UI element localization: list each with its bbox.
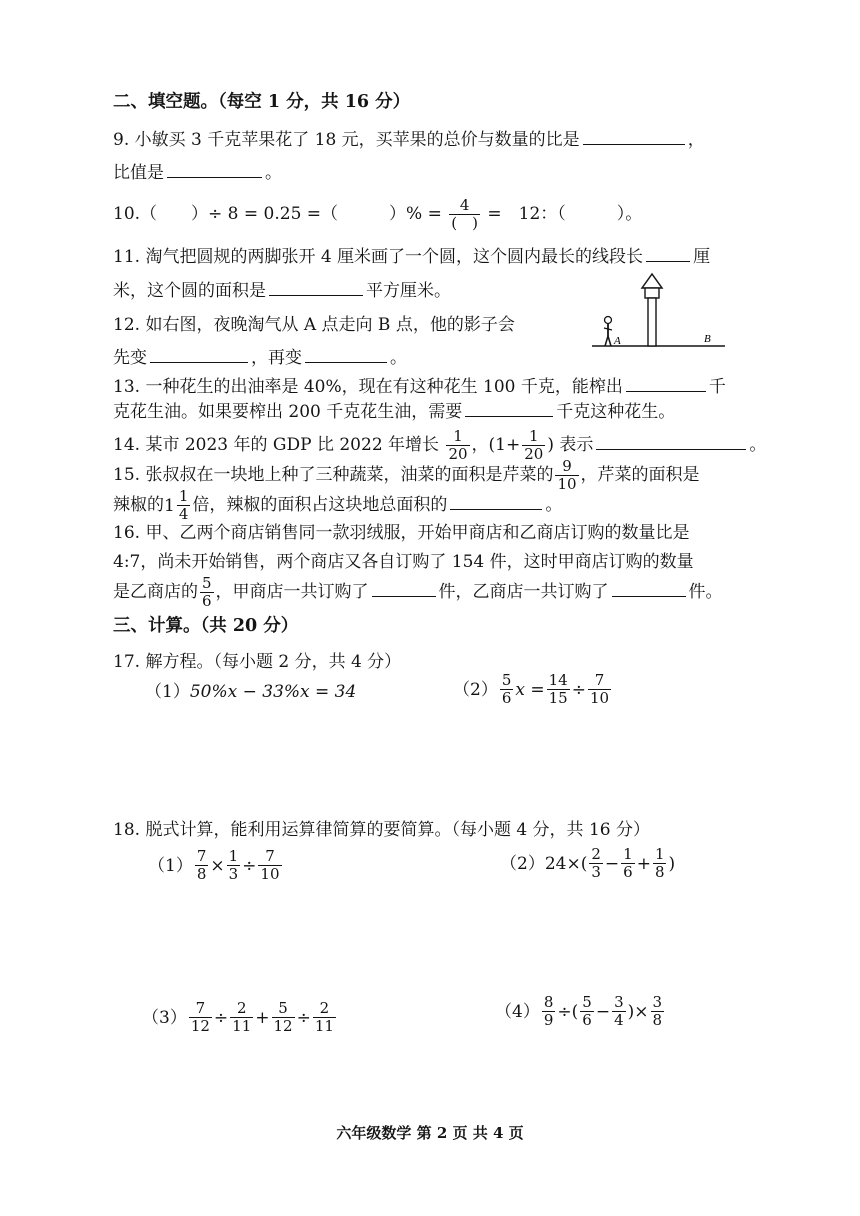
q13-blank-peanut[interactable] <box>465 399 553 417</box>
q18-p3-an: 7 <box>195 999 206 1017</box>
q18-p1-label: （1） <box>148 855 193 876</box>
q18-p3-bd: 11 <box>232 1017 252 1035</box>
q15-mix-frac <box>177 488 191 523</box>
q10-frac-den: ( ) <box>451 214 478 232</box>
q12-blank-first[interactable] <box>150 345 248 363</box>
q18-p1-op2: ÷ <box>242 855 257 876</box>
q18-p1-ad: 8 <box>196 865 207 883</box>
q12-line2b: ，再变 <box>251 348 302 368</box>
q9-end2: 。 <box>265 163 282 183</box>
q18-p4-op2: − <box>595 1001 611 1022</box>
q17-p2-op: ÷ <box>571 679 586 700</box>
q17-f3d: 10 <box>589 689 610 707</box>
q18-p4-bd: 6 <box>582 1011 592 1029</box>
q17-f2n: 14 <box>548 671 568 689</box>
q18-p3-a <box>189 1000 212 1035</box>
q17-p2-frac3 <box>588 672 611 707</box>
question-15-line2 <box>113 488 562 523</box>
q18-p2-bd: 6 <box>623 863 633 881</box>
q17-f2d: 15 <box>548 689 568 707</box>
lamp-shade <box>642 274 662 288</box>
q18-p4-c <box>612 994 626 1029</box>
q17-f3n: 7 <box>594 671 605 689</box>
streetlamp-figure <box>590 268 730 352</box>
q18-p3-bn: 2 <box>236 999 247 1017</box>
q13-line2-end: 千克这种花生。 <box>556 402 676 422</box>
q18-p1-an: 7 <box>196 847 207 865</box>
q18-p1-cn: 7 <box>265 847 275 865</box>
q10-part2: = 12：（ ）。 <box>487 204 643 224</box>
q13-blank-oil[interactable] <box>626 374 706 392</box>
q18-p4-op1: ÷( <box>557 1001 579 1022</box>
question-16-line3 <box>113 575 723 610</box>
q9-text: 9. 小敏买 3 千克苹果花了 18 元，买苹果的总价与数量的比是 <box>113 130 580 150</box>
q18-p3-b <box>230 1000 253 1035</box>
q18-p4-op3: )× <box>627 1001 649 1022</box>
q18-p3-cd: 12 <box>273 1017 293 1035</box>
q18-p4-cn: 3 <box>614 993 624 1011</box>
q18-p4-cd: 4 <box>614 1011 624 1029</box>
q18-p3-op3: ÷ <box>296 1007 311 1028</box>
question-11-line2 <box>113 278 451 303</box>
question-12 <box>113 313 515 337</box>
q18-p3-dd: 11 <box>314 1017 334 1035</box>
q16-blank-store-a[interactable] <box>372 579 436 597</box>
q18-p1-a <box>195 848 209 883</box>
lamp-post <box>648 298 656 346</box>
q14-frac-n: 1 <box>453 427 463 445</box>
q11-line2-end: 平方厘米。 <box>366 281 451 301</box>
q15-blank-share[interactable] <box>450 492 542 510</box>
q15-line1: 15. 张叔叔在一块地上种了三种蔬菜，油菜的面积是芹菜的 <box>113 465 554 485</box>
q11-line1: 11. 淘气把圆规的两脚张开 4 厘米画了一个圆，这个圆内最长的线段长 <box>113 247 644 267</box>
q12-blank-then[interactable] <box>305 345 387 363</box>
q18-p4-label: （4） <box>495 1001 540 1022</box>
q16-line3a: 是乙商店的 <box>113 582 198 602</box>
question-12-line2 <box>113 345 407 370</box>
q17-part-1 <box>145 680 356 704</box>
question-17-title: 17. 解方程。（每小题 2 分，共 4 分） <box>113 652 402 672</box>
q13-line1-end: 千 <box>708 377 726 397</box>
q18-p1-c <box>258 848 281 883</box>
q16-blank-store-b[interactable] <box>612 579 686 597</box>
q15-mix-d: 4 <box>178 505 189 523</box>
q18-p2-label: （2） <box>500 853 545 874</box>
q18-p2-b <box>621 846 635 881</box>
person-head <box>605 317 612 324</box>
q11-blank-area[interactable] <box>269 278 363 296</box>
question-11 <box>113 244 710 269</box>
q11-line2: 米，这个圆的面积是 <box>113 281 266 301</box>
q18-part-1 <box>148 848 284 883</box>
q18-p4-bn: 5 <box>582 993 592 1011</box>
q16-fraction <box>200 575 214 610</box>
q16-line3-end: 件。 <box>688 582 723 602</box>
q14-mid-n: 1 <box>529 427 539 445</box>
q18-p1-op1: × <box>210 855 225 876</box>
q9-blank-ratio[interactable] <box>583 127 685 145</box>
q14-blank-meaning[interactable] <box>596 432 746 450</box>
q10-frac-num: 4 <box>459 196 470 214</box>
q12-line2a: 先变 <box>113 348 147 368</box>
q15-f1n: 9 <box>562 457 572 475</box>
lamp-head <box>645 288 659 298</box>
q18-p2-ad: 3 <box>591 863 601 881</box>
q18-p3-d <box>313 1000 336 1035</box>
q16-fd: 6 <box>202 592 212 610</box>
q15-line2a: 辣椒的 <box>113 495 164 515</box>
q13-line1: 13. 一种花生的出油率是 40%，现在有这种花生 100 千克，能榨出 <box>113 377 623 397</box>
q15-line1b: ，芹菜的面积是 <box>580 465 700 485</box>
q18-p2-pre: 24×( <box>544 853 588 874</box>
q18-p4-b <box>580 994 594 1029</box>
q18-p2-op2: + <box>636 853 651 874</box>
question-9-line2 <box>113 160 282 185</box>
q18-p2-cn: 1 <box>654 845 665 863</box>
q9-blank-value[interactable] <box>167 160 262 178</box>
q14-mid: ，(1+ <box>471 435 521 455</box>
q14-text: 14. 某市 2023 年的 GDP 比 2022 年增长 <box>113 435 440 455</box>
q18-p1-b <box>227 848 241 883</box>
q16-fn: 5 <box>202 574 212 592</box>
q18-p4-dn: 3 <box>652 993 663 1011</box>
person-leg-right <box>608 336 611 346</box>
q15-mix-n: 1 <box>178 487 189 505</box>
question-13 <box>113 374 726 399</box>
person-leg-left <box>605 336 608 346</box>
q14-frac-d: 20 <box>448 445 468 463</box>
q18-part-2 <box>500 846 675 881</box>
q17-p1-expr: 50%x − 33%x = 34 <box>189 682 357 702</box>
q12-line2-end: 。 <box>390 348 407 368</box>
q18-p2-an: 2 <box>591 845 601 863</box>
q18-p1-cd: 10 <box>260 865 280 883</box>
q18-p4-ad: 9 <box>543 1011 554 1029</box>
q18-part-4 <box>495 994 666 1029</box>
section-2-title: 二、填空题。（每空 1 分，共 16 分） <box>113 92 411 112</box>
q15-f1d: 10 <box>557 475 577 493</box>
q16-line3c: 件，乙商店一共订购了 <box>438 582 609 602</box>
q16-line2: 4:7，尚未开始销售，两个商店又各自订购了 154 件，这时甲商店订购的数量 <box>113 552 694 572</box>
point-a-label: A <box>614 335 621 347</box>
q18-p2-bn: 1 <box>623 845 633 863</box>
q18-p2-cd: 8 <box>654 863 665 881</box>
question-16 <box>113 521 689 545</box>
q18-p2-a <box>589 846 603 881</box>
question-9 <box>113 127 705 152</box>
q18-p4-an: 8 <box>543 993 554 1011</box>
q18-part-3 <box>142 1000 338 1035</box>
q17-p2-x: x = <box>515 679 545 700</box>
q18-p4-a <box>542 994 556 1029</box>
q10-part1: 10.（ ）÷ 8 = 0.25 =（ ）% = <box>113 204 442 224</box>
question-13-line2 <box>113 399 675 424</box>
q15-mixed-number <box>164 488 192 523</box>
page-footer: 六年级数学 第 2 页 共 4 页 <box>336 1124 524 1142</box>
q18-p1-bd: 3 <box>228 865 239 883</box>
q18-p3-cn: 5 <box>278 999 288 1017</box>
q17-f1d: 6 <box>501 689 512 707</box>
q18-p2-post: ) <box>668 853 676 874</box>
q17-part-2 <box>453 672 613 707</box>
q12-line1: 12. 如右图，夜晚淘气从 A 点走向 B 点，他的影子会 <box>113 315 515 335</box>
q15-mix-whole: 1 <box>164 495 175 516</box>
question-10 <box>113 197 642 232</box>
q13-line2: 克花生油。如果要榨出 200 千克花生油，需要 <box>113 402 463 422</box>
q18-p4-dd: 8 <box>652 1011 663 1029</box>
q14-mid2: ) 表示 <box>547 435 594 455</box>
q17-p1-label: （1） <box>145 682 190 702</box>
q17-p2-label: （2） <box>453 679 498 700</box>
q18-p1-bn: 1 <box>228 847 239 865</box>
q11-line1-end: 厘 <box>693 247 711 267</box>
section-3-title: 三、计算。（共 20 分） <box>113 616 299 636</box>
question-18-title: 18. 脱式计算，能利用运算律简算的要简算。（每小题 4 分，共 16 分） <box>113 820 651 840</box>
q9-line2: 比值是 <box>113 163 164 183</box>
q18-p4-d <box>651 994 665 1029</box>
q17-f1n: 5 <box>501 671 512 689</box>
q14-mid-d: 20 <box>524 445 544 463</box>
q10-fraction <box>449 197 480 232</box>
q15-line2-end: 。 <box>545 495 563 515</box>
q15-line2b: 倍，辣椒的面积占这块地总面积的 <box>192 495 448 515</box>
q18-p2-c <box>653 846 667 881</box>
q16-line3b: ，甲商店一共订购了 <box>215 582 369 602</box>
q17-p2-frac2 <box>547 672 570 707</box>
q11-blank-length[interactable] <box>646 244 690 262</box>
q18-p2-op1: − <box>604 853 620 874</box>
q18-p3-ad: 12 <box>190 1017 210 1035</box>
q18-p3-c <box>272 1000 295 1035</box>
question-16-line2 <box>113 550 694 574</box>
q17-p2-frac1 <box>500 672 514 707</box>
q16-line1: 16. 甲、乙两个商店销售同一款羽绒服，开始甲商店和乙商店订购的数量比是 <box>113 523 690 543</box>
point-b-label: B <box>704 333 711 345</box>
q18-p3-op2: + <box>255 1007 270 1028</box>
q18-p3-label: （3） <box>142 1007 187 1028</box>
q14-end: 。 <box>749 435 767 455</box>
q18-p3-op1: ÷ <box>213 1007 229 1028</box>
q18-p3-dn: 2 <box>319 999 330 1017</box>
q9-end: ， <box>687 130 705 150</box>
